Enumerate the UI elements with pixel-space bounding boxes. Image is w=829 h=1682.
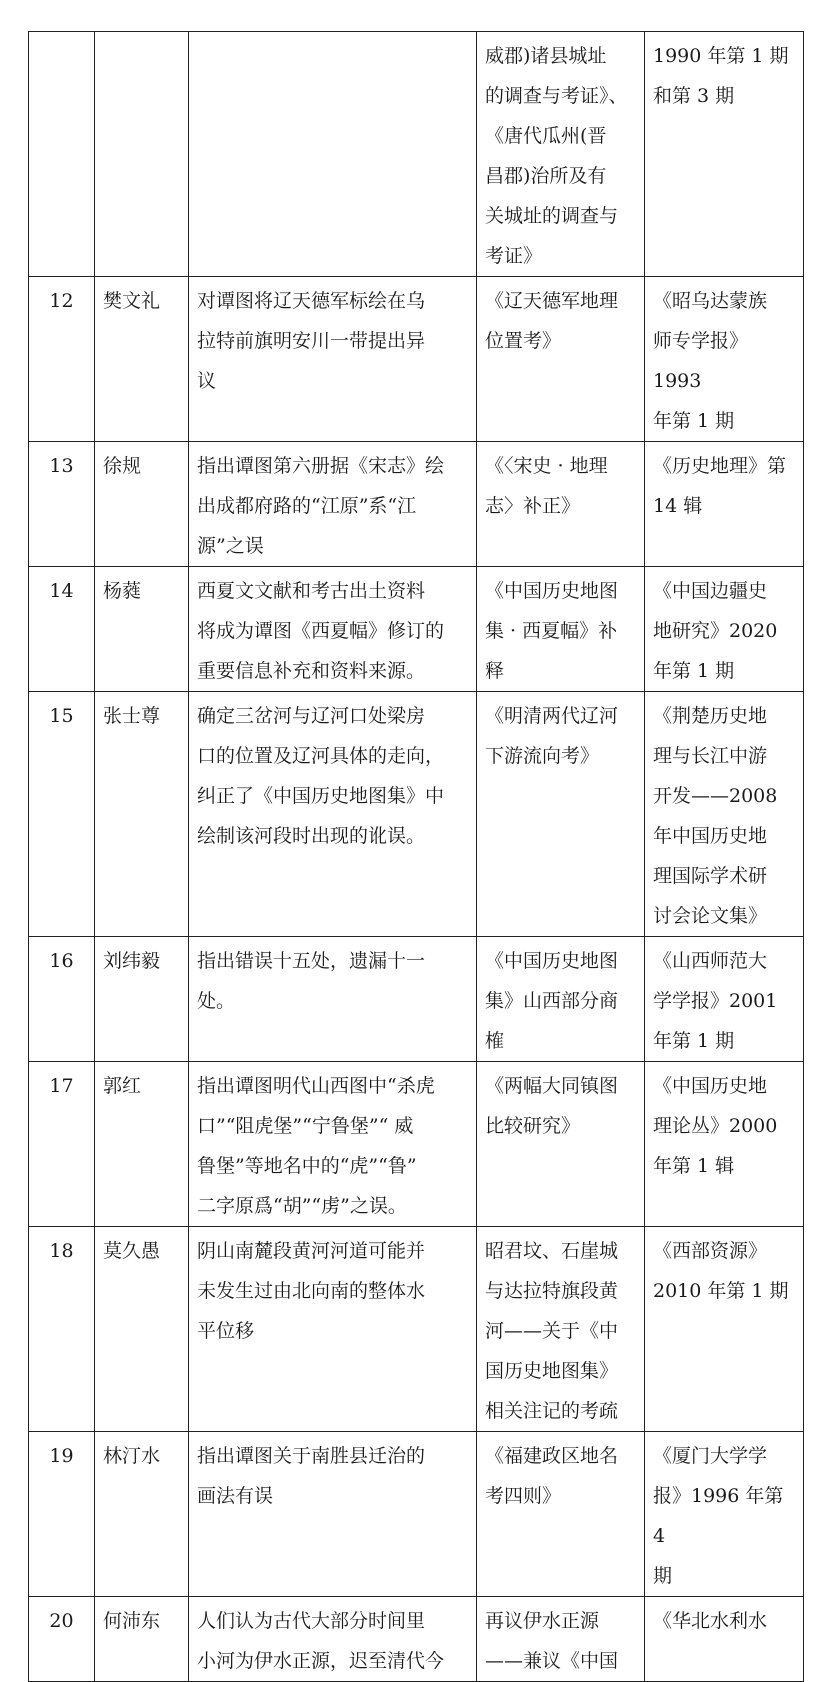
title-cell: 《明清两代辽河 下游流向考》 (477, 692, 645, 937)
content-cell: 西夏文文献和考古出土资料 将成为谭图《西夏幅》修订的 重要信息补充和资料来源。 (189, 567, 477, 692)
title-cell: 《福建政区地名 考四则》 (477, 1432, 645, 1597)
content-cell: 人们认为古代大部分时间里 小河为伊水正源，迟至清代今 (189, 1597, 477, 1682)
row-number: 17 (29, 1062, 95, 1227)
title-cell: 《〈宋史 · 地理 志〉补正》 (477, 442, 645, 567)
author-cell: 刘纬毅 (95, 937, 189, 1062)
source-cell: 《荆楚历史地 理与长江中游 开发——2008 年中国历史地 理国际学术研 讨会论文集》 (645, 692, 804, 937)
table-row (29, 277, 804, 442)
content-cell: 指出错误十五处，遗漏十一 处。 (189, 937, 477, 1062)
source-cell: 《历史地理》第 14 辑 (645, 442, 804, 567)
source-cell: 《华北水利水 (645, 1597, 804, 1682)
content-cell: 阴山南麓段黄河河道可能并 未发生过由北向南的整体水 平位移 (189, 1227, 477, 1432)
source-cell: 《昭乌达蒙族 师专学报》1993 年第 1 期 (645, 277, 804, 442)
row-number: 12 (29, 277, 95, 442)
title-cell: 《辽天德军地理 位置考》 (477, 277, 645, 442)
source-cell: 《西部资源》 2010 年第 1 期 (645, 1227, 804, 1432)
author-cell: 樊文礼 (95, 277, 189, 442)
table-row (29, 1062, 804, 1227)
author-cell: 莫久愚 (95, 1227, 189, 1432)
table-row (29, 32, 804, 277)
table-row (29, 1597, 804, 1682)
author-cell: 何沛东 (95, 1597, 189, 1682)
table-row (29, 1432, 804, 1597)
source-cell: 1990 年第 1 期 和第 3 期 (645, 32, 804, 277)
title-cell: 《两幅大同镇图 比较研究》 (477, 1062, 645, 1227)
source-cell: 《中国边疆史 地研究》2020 年第 1 期 (645, 567, 804, 692)
author-cell: 林汀水 (95, 1432, 189, 1597)
title-cell: 《中国历史地图 集》山西部分商 榷 (477, 937, 645, 1062)
row-number (29, 32, 95, 277)
content-cell: 对谭图将辽天德军标绘在乌 拉特前旗明安川一带提出异 议 (189, 277, 477, 442)
source-cell: 《中国历史地 理论丛》2000 年第 1 辑 (645, 1062, 804, 1227)
table-row (29, 567, 804, 692)
content-cell: 指出谭图明代山西图中“杀虎 口”“阻虎堡”“宁鲁堡”“ 威 鲁堡”等地名中的“虎”“鲁” 二字原爲“胡”“虏”之误。 (189, 1062, 477, 1227)
row-number: 16 (29, 937, 95, 1062)
title-cell: 再议伊水正源 ——兼议《中国 (477, 1597, 645, 1682)
title-cell: 昭君坟、石崖城 与达拉特旗段黄 河——关于《中 国历史地图集》 相关注记的考疏 (477, 1227, 645, 1432)
row-number: 15 (29, 692, 95, 937)
source-cell: 《山西师范大 学学报》2001 年第 1 期 (645, 937, 804, 1062)
publications-table (28, 31, 804, 1682)
table-row (29, 442, 804, 567)
content-cell (189, 32, 477, 277)
author-cell: 张士尊 (95, 692, 189, 937)
title-cell: 威郡)诸县城址 的调查与考证》、 《唐代瓜州(晋 昌郡)治所及有 关城址的调查与 考证》 (477, 32, 645, 277)
source-cell: 《厦门大学学 报》1996 年第 4 期 (645, 1432, 804, 1597)
row-number: 18 (29, 1227, 95, 1432)
author-cell (95, 32, 189, 277)
content-cell: 确定三岔河与辽河口处梁房 口的位置及辽河具体的走向， 纠正了《中国历史地图集》中 绘制该河段时出现的讹误。 (189, 692, 477, 937)
row-number: 19 (29, 1432, 95, 1597)
author-cell: 郭红 (95, 1062, 189, 1227)
table-row (29, 692, 804, 937)
title-cell: 《中国历史地图 集 · 西夏幅》补 释 (477, 567, 645, 692)
table-row (29, 1227, 804, 1432)
author-cell: 杨蕤 (95, 567, 189, 692)
row-number: 13 (29, 442, 95, 567)
content-cell: 指出谭图关于南胜县迁治的 画法有误 (189, 1432, 477, 1597)
row-number: 14 (29, 567, 95, 692)
content-cell: 指出谭图第六册据《宋志》绘 出成都府路的“江原”系“江 源”之误 (189, 442, 477, 567)
author-cell: 徐规 (95, 442, 189, 567)
row-number: 20 (29, 1597, 95, 1682)
table-row (29, 937, 804, 1062)
